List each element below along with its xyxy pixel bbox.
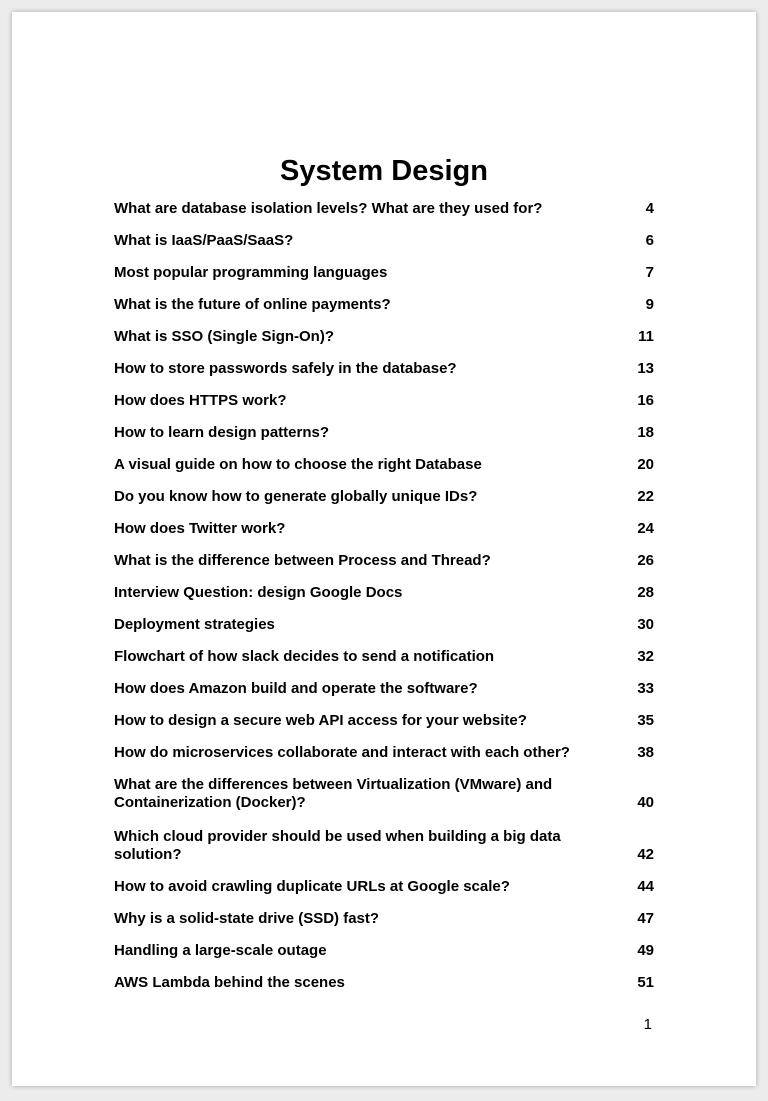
toc-entry-title: Most popular programming languages xyxy=(114,264,388,281)
toc-entry-title: How does Twitter work? xyxy=(114,520,286,537)
toc-entry-title: Which cloud provider should be used when building a big data solution? xyxy=(114,828,561,863)
toc-entry-page: 6 xyxy=(645,232,654,249)
toc-entry-title: How do microservices collaborate and interact with each other? xyxy=(114,744,570,761)
toc-entry-title: How to avoid crawling duplicate URLs at Google scale? xyxy=(114,878,510,895)
toc-entry[interactable] xyxy=(114,974,654,992)
toc-entry[interactable] xyxy=(114,328,654,346)
toc-entry-title: Flowchart of how slack decides to send a notification xyxy=(114,648,495,665)
document-page xyxy=(12,12,756,1086)
toc-entry[interactable] xyxy=(114,942,654,960)
toc-entry-title: What is the difference between Process and Thread? xyxy=(114,552,491,569)
toc-entry[interactable] xyxy=(114,296,654,314)
toc-entry[interactable] xyxy=(114,488,654,506)
toc-entry-title: How does HTTPS work? xyxy=(114,392,287,409)
toc-entry[interactable] xyxy=(114,200,654,218)
toc-entry-page: 47 xyxy=(637,910,654,927)
toc-entry-title: Do you know how to generate globally unique IDs? xyxy=(114,488,478,505)
toc-entry[interactable] xyxy=(114,828,654,864)
toc-entry-page: 32 xyxy=(637,648,654,665)
toc-entry-page: 26 xyxy=(637,552,654,569)
toc-entry-title: What is SSO (Single Sign-On)? xyxy=(114,328,334,345)
toc-entry-title: How to store passwords safely in the database? xyxy=(114,360,457,377)
toc-entry[interactable] xyxy=(114,232,654,250)
toc-entry-title: Interview Question: design Google Docs xyxy=(114,584,403,601)
toc-entry-title: AWS Lambda behind the scenes xyxy=(114,974,345,991)
toc-entry-page: 38 xyxy=(637,744,654,761)
toc-entry-page: 42 xyxy=(637,846,654,863)
toc-entry-page: 16 xyxy=(637,392,654,409)
toc-entry[interactable] xyxy=(114,456,654,474)
toc-entry-page: 44 xyxy=(637,878,654,895)
toc-entry-title: What is IaaS/PaaS/SaaS? xyxy=(114,232,294,249)
toc-entry[interactable] xyxy=(114,878,654,896)
toc-entry[interactable] xyxy=(114,424,654,442)
toc-entry-title: Handling a large-scale outage xyxy=(114,942,327,959)
toc-entry-title: How does Amazon build and operate the software? xyxy=(114,680,478,697)
toc-entry-page: 40 xyxy=(637,794,654,811)
document-title: System Design xyxy=(280,155,488,187)
toc-entry[interactable] xyxy=(114,910,654,928)
toc-entry-title: Deployment strategies xyxy=(114,616,275,633)
toc-entry-page: 35 xyxy=(637,712,654,729)
toc-entry-page: 11 xyxy=(638,328,654,345)
toc-entry-title: What is the future of online payments? xyxy=(114,296,391,313)
toc-entry[interactable] xyxy=(114,264,654,282)
toc-entry-page: 51 xyxy=(637,974,654,991)
toc-entry-page: 49 xyxy=(637,942,654,959)
toc-entry[interactable] xyxy=(114,520,654,538)
toc-entry-page: 30 xyxy=(637,616,654,633)
toc-entry[interactable] xyxy=(114,552,654,570)
toc-entry-title: What are database isolation levels? What are they used for? xyxy=(114,200,543,217)
toc-entry-page: 4 xyxy=(645,200,654,217)
toc-entry-page: 20 xyxy=(637,456,654,473)
toc-entry[interactable] xyxy=(114,712,654,730)
toc-entry-title: What are the differences between Virtualization (VMware) and Containerization (Docker)? xyxy=(114,776,553,811)
page-number: 1 xyxy=(643,1016,652,1033)
toc-entry[interactable] xyxy=(114,744,654,762)
toc-entry-page: 22 xyxy=(637,488,654,505)
toc-entry-page: 9 xyxy=(645,296,654,313)
toc-entry[interactable] xyxy=(114,360,654,378)
toc-entry[interactable] xyxy=(114,776,654,812)
toc-entry-page: 18 xyxy=(637,424,654,441)
toc-entry-title: A visual guide on how to choose the right Database xyxy=(114,456,482,473)
toc-entry[interactable] xyxy=(114,680,654,698)
toc-entry-title: Why is a solid-state drive (SSD) fast? xyxy=(114,910,380,927)
toc-entry[interactable] xyxy=(114,392,654,410)
toc-entry-title: How to design a secure web API access for your website? xyxy=(114,712,527,729)
toc-entry[interactable] xyxy=(114,648,654,666)
toc-entry[interactable] xyxy=(114,616,654,634)
toc-entry-page: 33 xyxy=(637,680,654,697)
toc-entry-page: 28 xyxy=(637,584,654,601)
toc-entry-page: 24 xyxy=(637,520,654,537)
toc-entry-title: How to learn design patterns? xyxy=(114,424,330,441)
toc-entry[interactable] xyxy=(114,584,654,602)
toc-entry-page: 7 xyxy=(645,264,654,281)
toc-entry-page: 13 xyxy=(637,360,654,377)
